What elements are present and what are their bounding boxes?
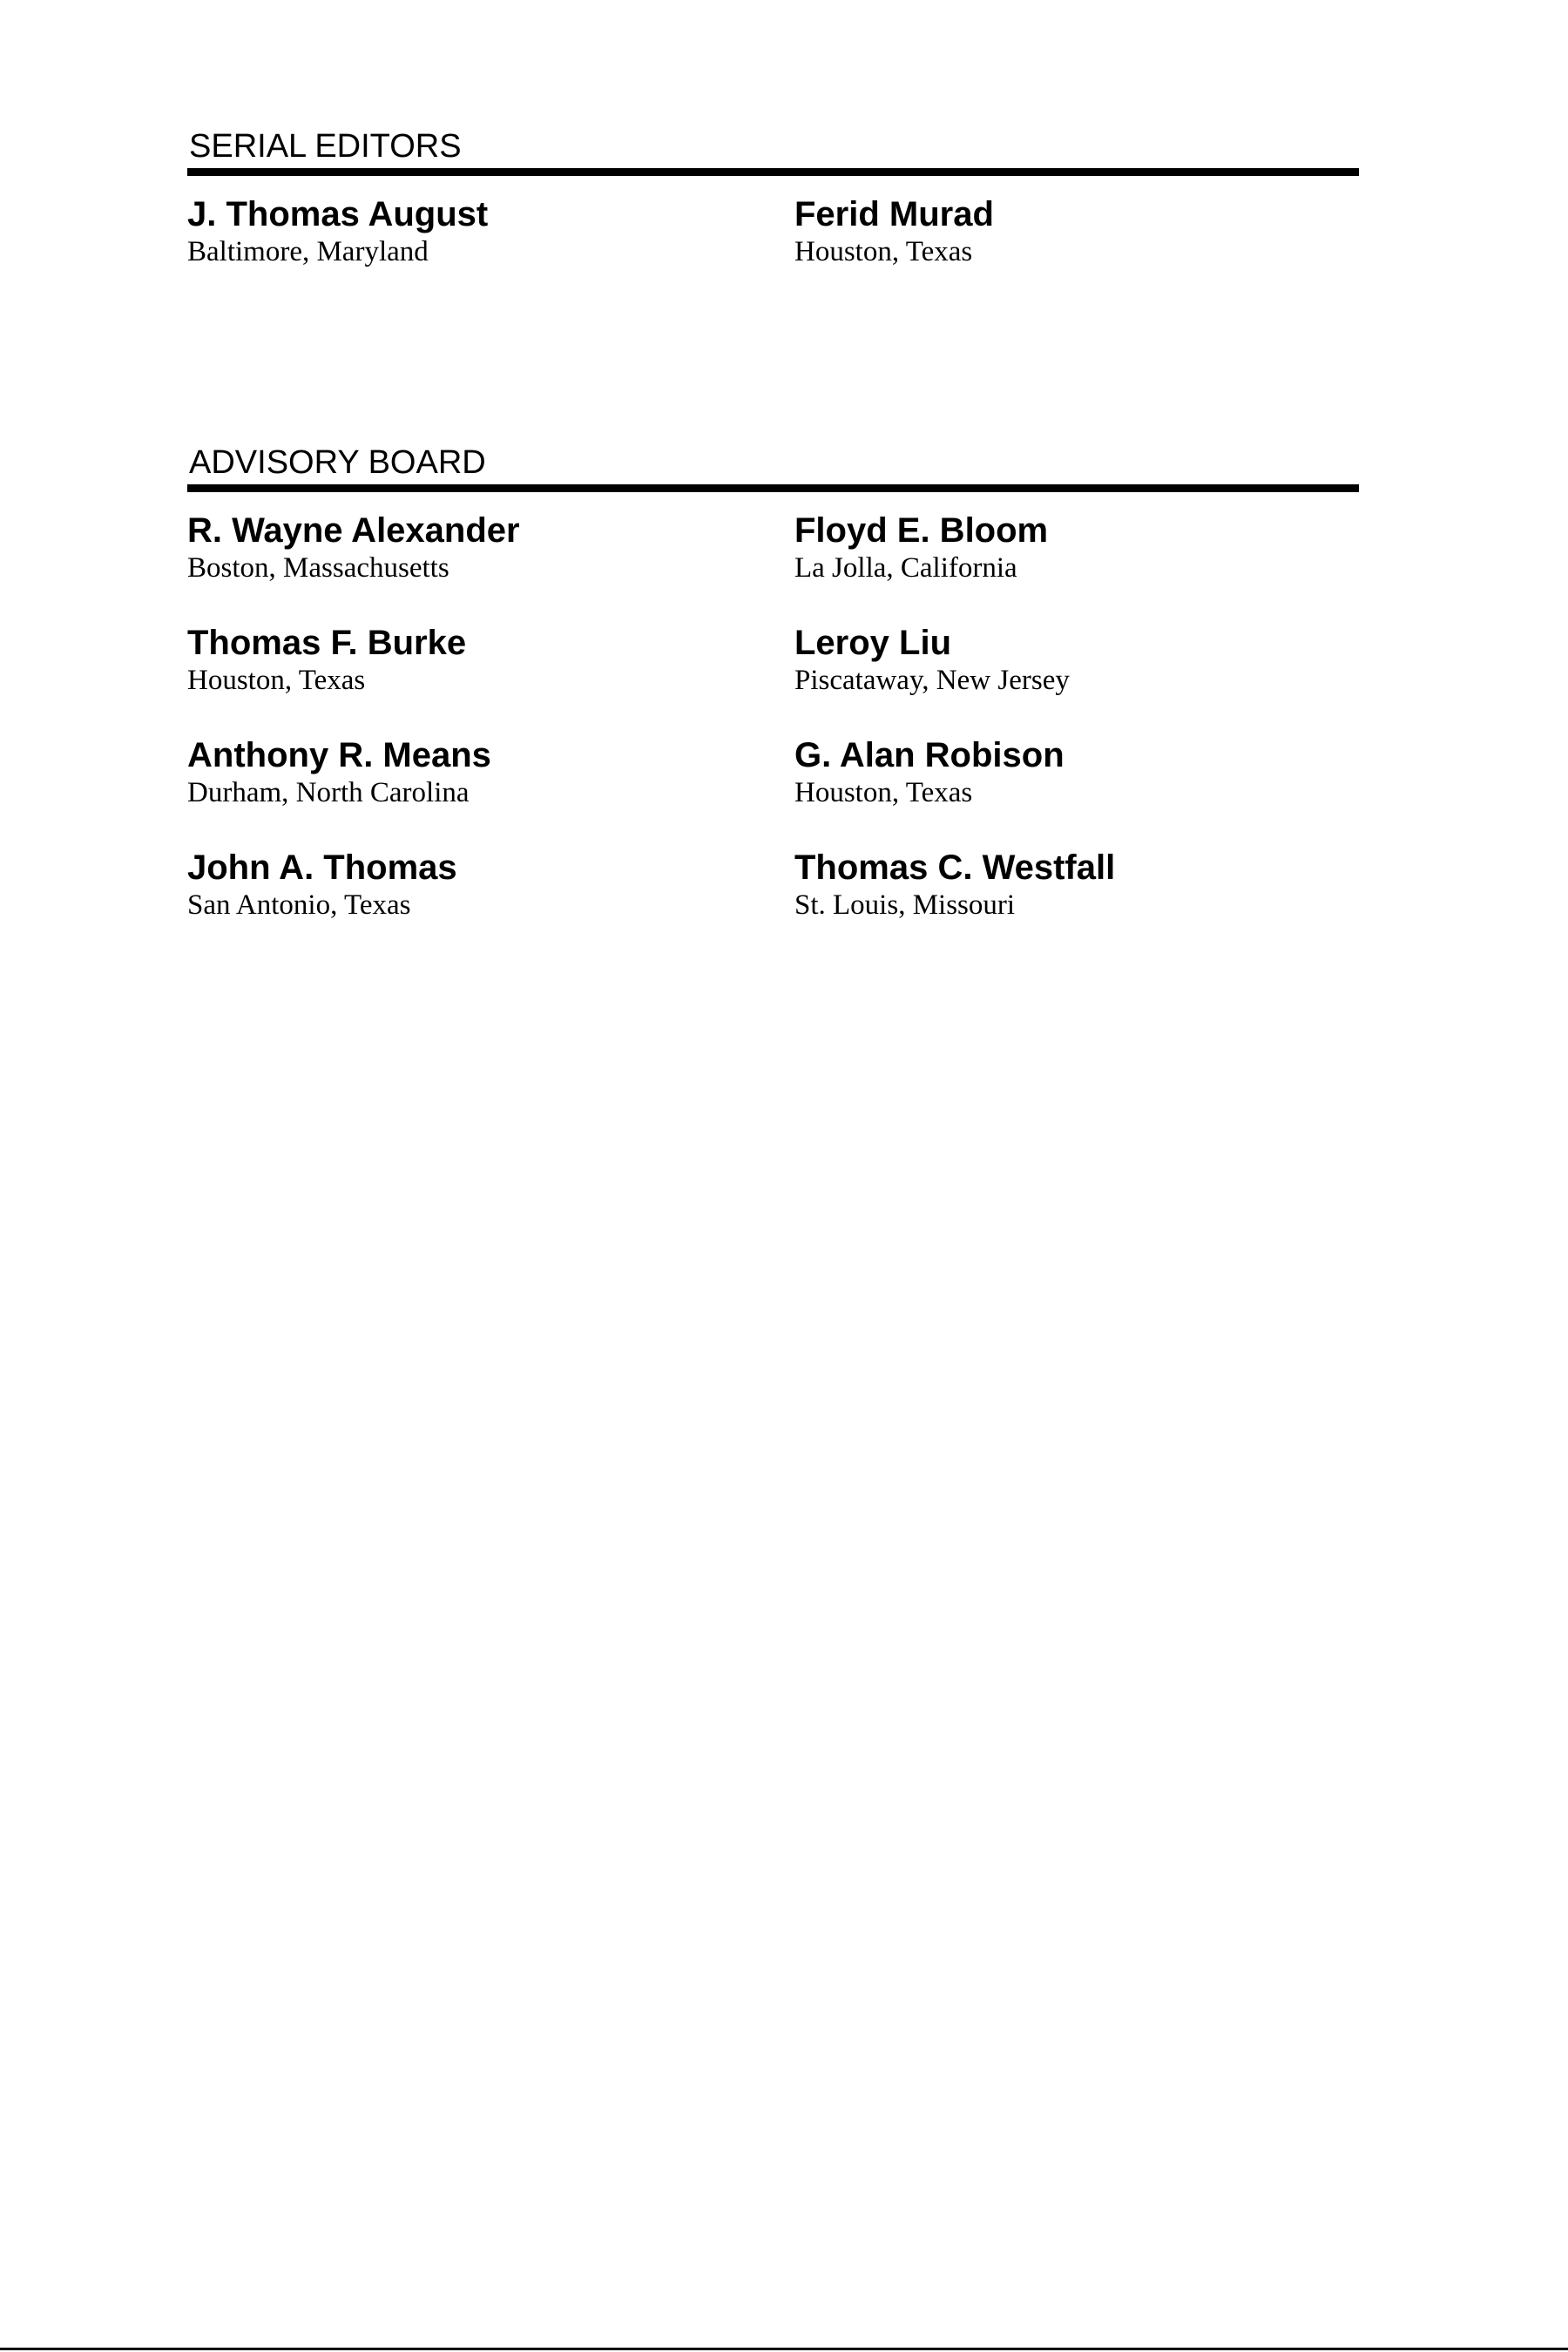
board-member-location: San Antonio, Texas (187, 889, 411, 921)
board-member-name: G. Alan Robison (794, 736, 1064, 774)
board-member-location: Houston, Texas (794, 777, 973, 808)
editor-entry (794, 194, 1359, 269)
serial-editors-heading: SERIAL EDITORS (187, 126, 1359, 176)
board-member-entry (187, 510, 794, 585)
editor-name: J. Thomas August (187, 195, 489, 233)
advisory-board-list (187, 510, 1359, 923)
board-member-name: John A. Thomas (187, 848, 457, 887)
board-member-entry (794, 623, 1359, 698)
board-member-name: Thomas F. Burke (187, 624, 467, 662)
board-member-entry (187, 623, 794, 698)
board-member-location: Boston, Massachusetts (187, 552, 449, 584)
board-member-location: Durham, North Carolina (187, 777, 470, 808)
page-bottom-rule (0, 2348, 1568, 2350)
board-member-name: Anthony R. Means (187, 736, 491, 774)
board-member-entry (794, 848, 1359, 923)
board-member-entry (187, 848, 794, 923)
board-member-name: Thomas C. Westfall (794, 848, 1116, 887)
serial-editors-list (187, 194, 1359, 269)
serial-editors-section (187, 126, 1359, 269)
board-member-location: La Jolla, California (794, 552, 1017, 584)
advisory-board-section (187, 443, 1359, 923)
advisory-board-heading: ADVISORY BOARD (187, 443, 1359, 492)
board-member-name: Leroy Liu (794, 624, 952, 662)
board-member-name: Floyd E. Bloom (794, 511, 1049, 550)
board-member-location: Piscataway, New Jersey (794, 665, 1070, 696)
editor-location: Houston, Texas (794, 236, 973, 267)
board-member-location: Houston, Texas (187, 665, 366, 696)
board-member-name: R. Wayne Alexander (187, 511, 520, 550)
board-member-entry (187, 735, 794, 810)
editor-name: Ferid Murad (794, 195, 994, 233)
board-member-location: St. Louis, Missouri (794, 889, 1016, 921)
board-member-entry (794, 735, 1359, 810)
editor-location: Baltimore, Maryland (187, 236, 429, 267)
board-member-entry (794, 510, 1359, 585)
editor-entry (187, 194, 794, 269)
